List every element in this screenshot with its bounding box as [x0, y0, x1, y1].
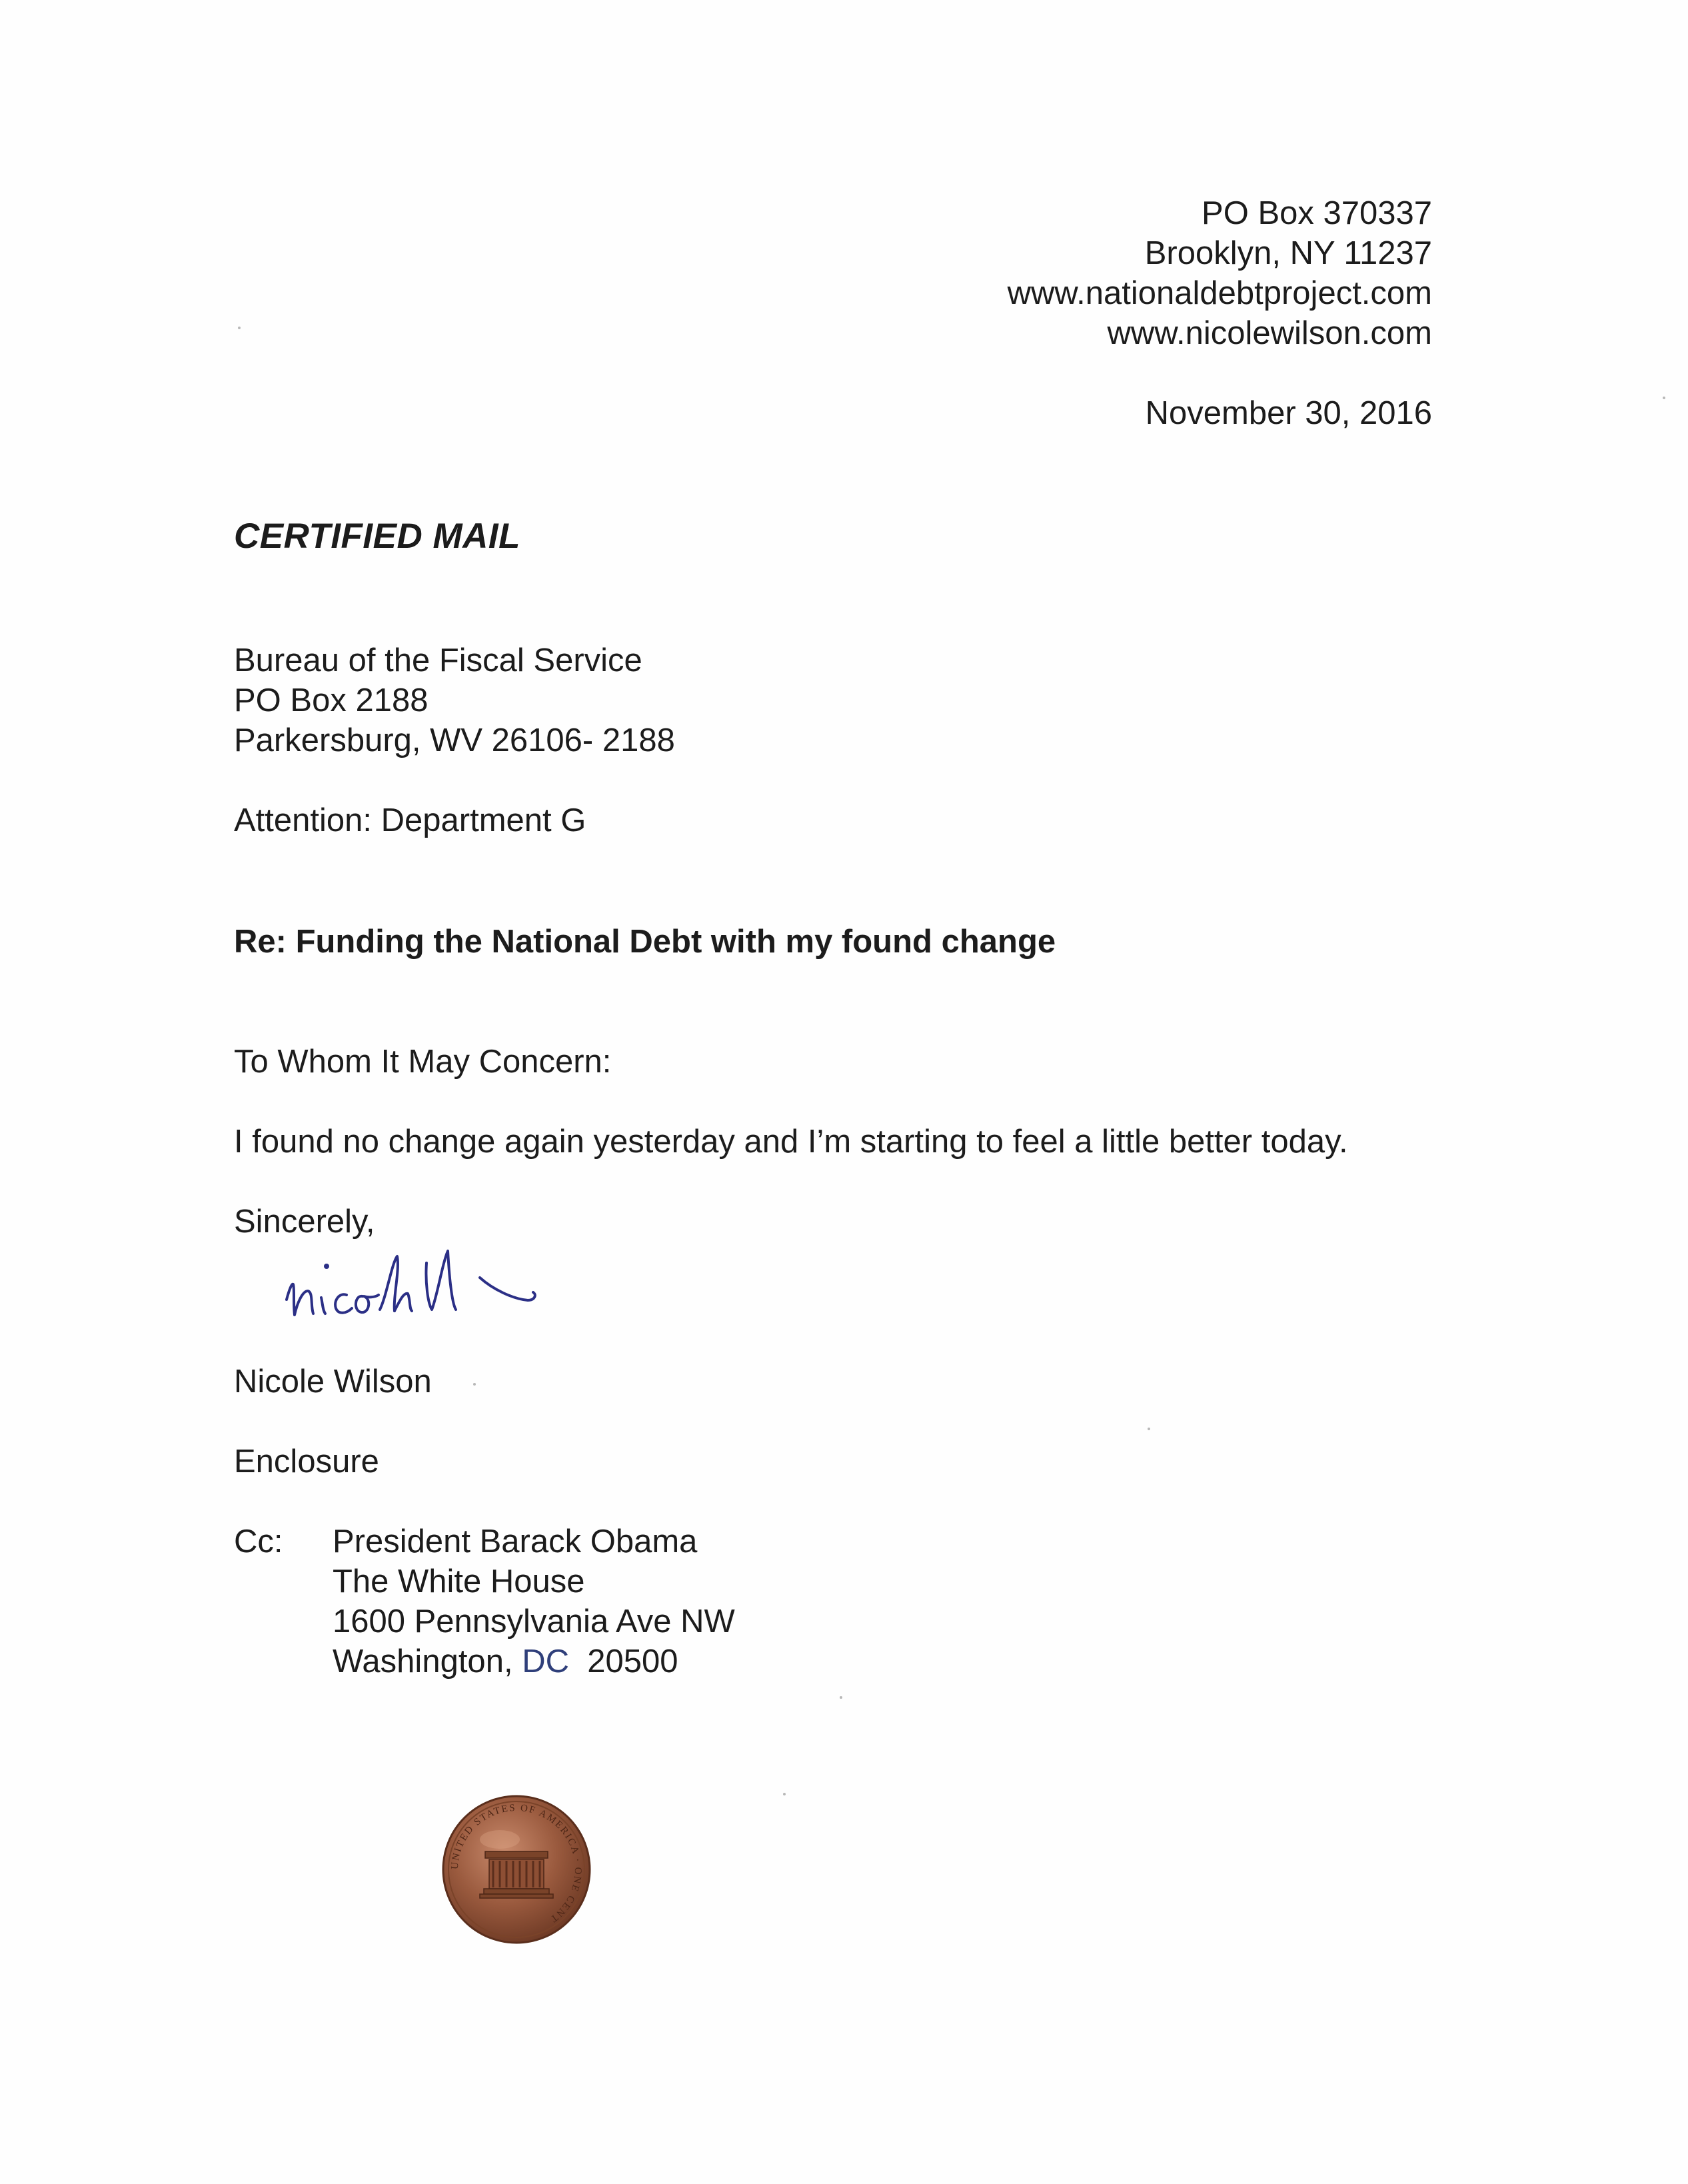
scan-speck	[238, 327, 241, 329]
cc-state: DC	[522, 1643, 569, 1679]
scan-speck	[1148, 1428, 1150, 1430]
recipient-name: Bureau of the Fiscal Service	[234, 642, 642, 678]
delivery-method-heading: CERTIFIED MAIL	[234, 517, 521, 556]
recipient-city-state-zip: Parkersburg, WV 26106- 2188	[234, 722, 675, 758]
attention-line: Attention: Department G	[234, 802, 586, 838]
cc-street: 1600 Pennsylvania Ave NW	[333, 1604, 735, 1639]
cc-label: Cc:	[234, 1524, 283, 1560]
scan-speck	[473, 1383, 476, 1386]
sender-address-block	[1008, 193, 1432, 353]
closing: Sincerely,	[234, 1204, 375, 1240]
subject-line: Re: Funding the National Debt with my found change	[234, 924, 1056, 960]
salutation: To Whom It May Concern:	[234, 1044, 612, 1080]
handwritten-signature	[280, 1236, 606, 1343]
penny-rim-text: UNITED STATES OF AMERICA · ONE CENT	[449, 1802, 584, 1925]
letter-date: November 30, 2016	[1145, 395, 1432, 431]
recipient-po-box: PO Box 2188	[234, 682, 428, 718]
scan-speck	[840, 1696, 842, 1699]
cc-address-block	[333, 1522, 735, 1681]
enclosure-notation: Enclosure	[234, 1444, 379, 1480]
recipient-address-block	[234, 640, 675, 760]
cc-name: President Barack Obama	[333, 1524, 698, 1560]
sender-website-1: www.nationaldebtproject.com	[1007, 275, 1432, 311]
signer-name: Nicole Wilson	[234, 1364, 432, 1400]
cc-zip: 20500	[587, 1643, 678, 1679]
cc-organization: The White House	[333, 1564, 585, 1600]
sender-po-box: PO Box 370337	[1202, 195, 1432, 231]
scan-speck	[783, 1793, 786, 1795]
penny-coin-image	[440, 1793, 593, 1946]
sender-city-state-zip: Brooklyn, NY 11237	[1144, 235, 1432, 271]
sender-website-2: www.nicolewilson.com	[1107, 315, 1432, 351]
cc-city-state-zip	[333, 1641, 735, 1681]
scan-speck	[1663, 397, 1665, 399]
cc-city: Washington,	[333, 1643, 513, 1679]
letter-body: I found no change again yesterday and I’m starting to feel a little better today.	[234, 1124, 1348, 1160]
